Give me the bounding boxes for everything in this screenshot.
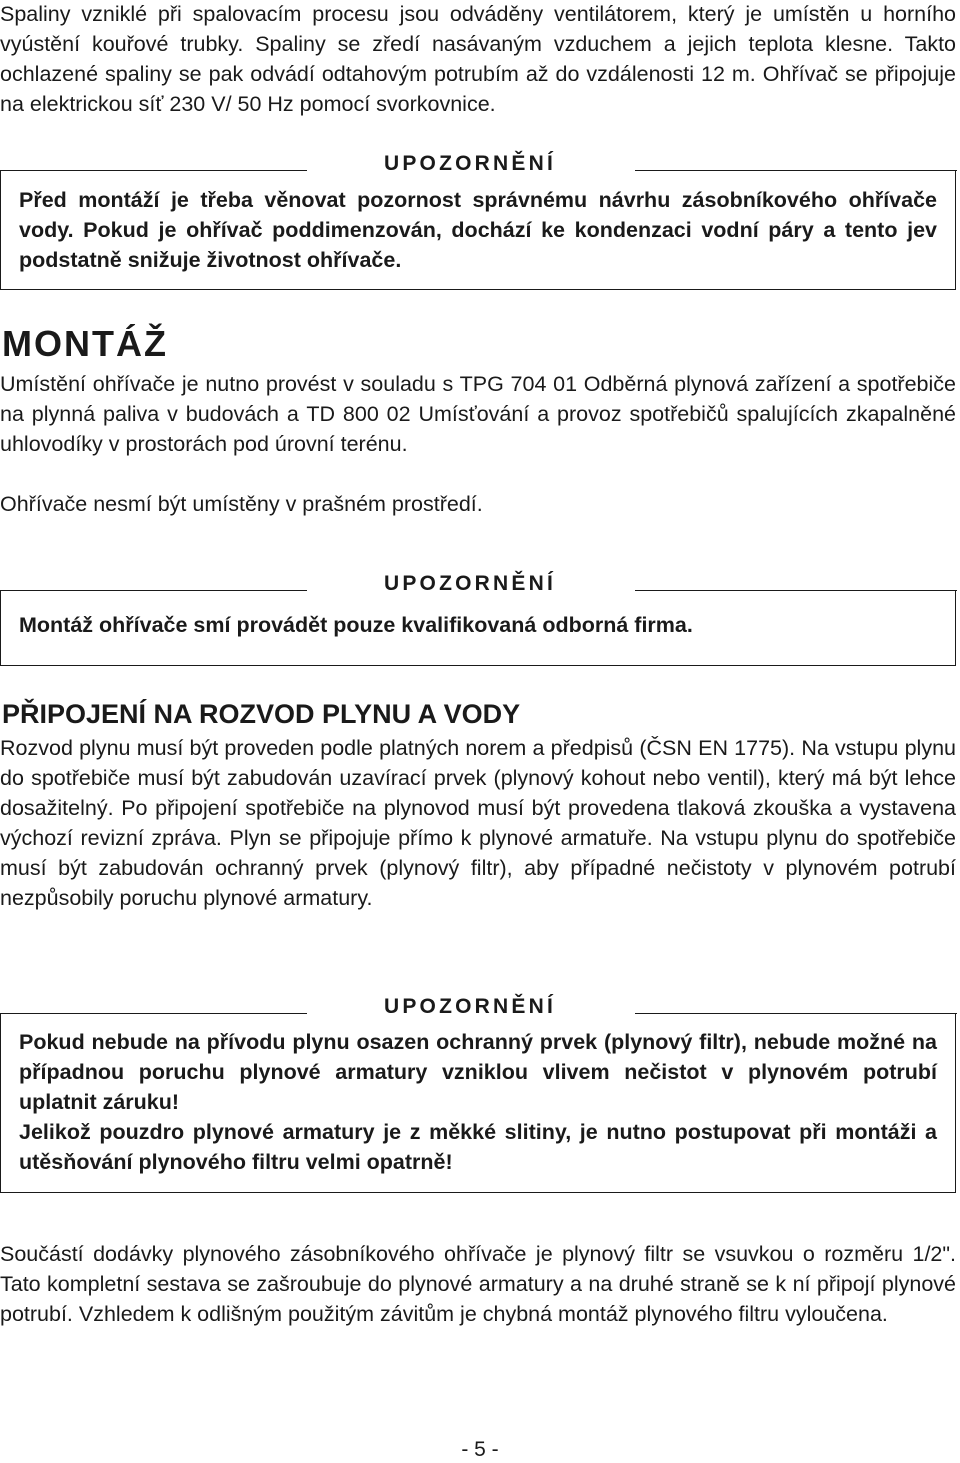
- montaz-paragraph: Umístění ohřívače je nutno provést v souladu s TPG 704 01 Odběrná plynová zařízení a spotřebiče na plynná paliva v budovách a TD 800 02 Umísťování a provoz spotřebičů spalujících zkapalněné uhlovodíky v prostorách pod úrovní terénu.: [0, 372, 956, 456]
- divider: [635, 590, 957, 591]
- divider: [1, 1013, 307, 1014]
- warning-box-installer: [0, 572, 956, 666]
- warning-box-design: [0, 152, 956, 290]
- warning-label: UPOZORNĚNÍ: [383, 152, 556, 175]
- warning-label: UPOZORNĚNÍ: [383, 995, 556, 1018]
- divider: [1, 170, 307, 171]
- montaz-dust-note: Ohřívače nesmí být umístěny v prašném prostředí.: [0, 492, 483, 516]
- warning-text-warranty: Pokud nebude na přívodu plynu osazen ochranný prvek (plynový filtr), nebude možné na případnou poruchu plynové armatury vzniklou vlivem nečistot v plynovém potrubí uplatnit záruku!: [19, 1030, 937, 1114]
- divider: [635, 1013, 957, 1014]
- delivery-paragraph: Součástí dodávky plynového zásobníkového ohřívače je plynový filtr se vsuvkou o rozměru 1/2". Tato kompletní sestava se zašroubuje do plynové armatury a na druhé straně se k ní připojí plynové potrubí. Vzhledem k odlišným použitým závitům je chybná montáž plynového filtru vyloučena.: [0, 1242, 956, 1326]
- warning-text-caution: Jelikož pouzdro plynové armatury je z měkké slitiny, je nutno postupovat při montáži a utěsňování plynového filtru velmi opatrně!: [19, 1120, 937, 1174]
- section-heading-montaz: MONTÁŽ: [2, 323, 168, 364]
- warning-text: Montáž ohřívače smí provádět pouze kvalifikovaná odborná firma.: [19, 613, 693, 637]
- intro-paragraph: Spaliny vzniklé při spalovacím procesu jsou odváděny ventilátorem, který je umístěn u horního vyústění kouřové trubky. Spaliny se zředí nasávaným vzduchem a jejich teplota klesne. Takto ochlazené spaliny se pak odvádí odtahovým potrubím až do vzdálenosti 12 m. Ohřívač se připojuje na elektrickou síť 230 V/ 50 Hz pomocí svorkovnice.: [0, 2, 956, 116]
- divider: [635, 170, 957, 171]
- warning-text: Před montáží je třeba věnovat pozornost správnému návrhu zásobníkového ohřívače vody. Pokud je ohřívač poddimenzován, dochází ke kondenzaci vodní páry a tento jev podstatně snižuje životnost ohřívače.: [19, 188, 937, 272]
- warning-label: UPOZORNĚNÍ: [383, 572, 556, 595]
- section-heading-connection: PŘIPOJENÍ NA ROZVOD PLYNU A VODY: [2, 699, 521, 729]
- page-number: - 5 -: [461, 1438, 499, 1461]
- divider: [1, 590, 307, 591]
- connection-paragraph: Rozvod plynu musí být proveden podle platných norem a předpisů (ČSN EN 1775). Na vstupu plynu do spotřebiče musí být zabudován uzavírací prvek (plynový kohout nebo ventil), který má být lehce dosažitelný. Po připojení spotřebiče na plynovod musí být provedena tlaková zkouška a vystavena výchozí revizní zpráva. Plyn se připojuje přímo k plynové armatuře. Na vstupu plynu do spotřebiče musí být zabudován ochranný prvek (plynový filtr), aby případné nečistoty v plynovém potrubí nezpůsobily poruchu plynové armatury.: [0, 736, 956, 910]
- warning-box-filter: [0, 995, 956, 1193]
